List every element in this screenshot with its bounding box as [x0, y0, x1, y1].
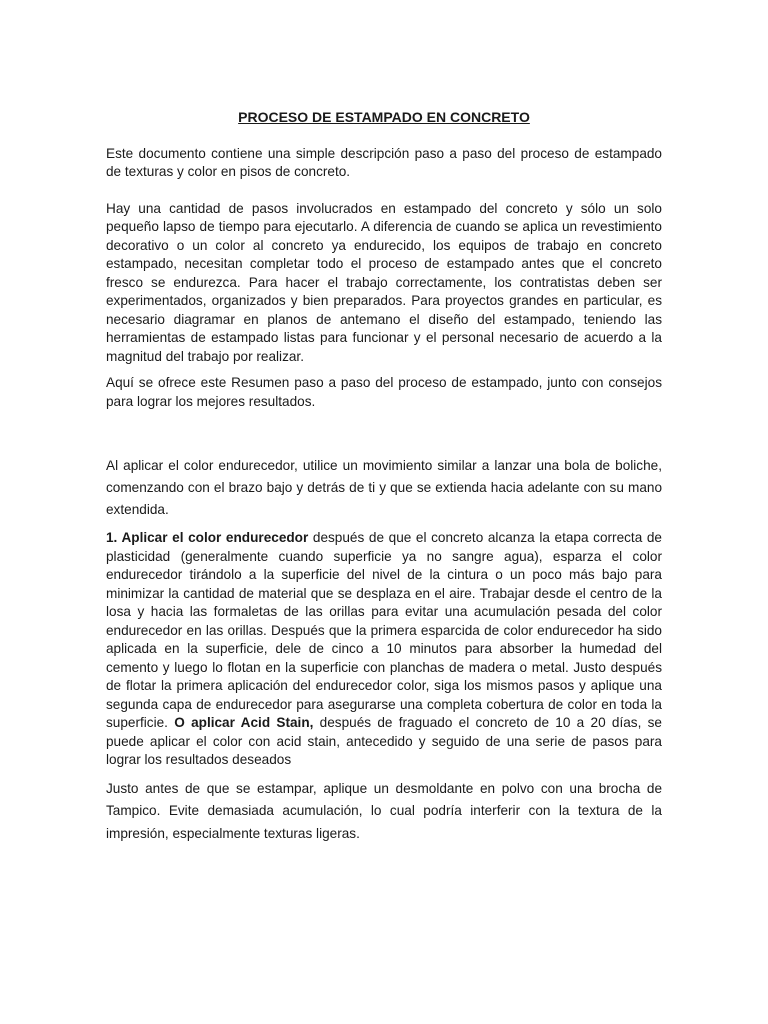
document-title: PROCESO DE ESTAMPADO EN CONCRETO: [238, 109, 530, 125]
paragraph-throwing-tip: Al aplicar el color endurecedor, utilice un movimiento similar a lanzar una bola de boliche, comenzando con el brazo bajo y detrás de ti y que se extienda hacia adelante con su mano extendida.: [106, 458, 662, 517]
paragraph-summary-note: Aquí se ofrece este Resumen paso a paso del proceso de estampado, junto con consejos para lograr los mejores resultados.: [106, 375, 662, 409]
step-1-text: después de que el concreto alcanza la etapa correcta de plasticidad (generalmente cuando superficie ya no sangre agua), esparza el color endurecedor tirándolo a la superficie del nivel de la cintura o un poco más bajo para minimizar la cantidad de material que se desplaza en el aire. Trabajar desde el centro de la losa y hacia las formaletas de las orillas para evitar una acumulación pesada del color endurecedor en las orillas. Después que la primera esparcida de color endurecedor ha sido aplicada en la superficie, dele de cinco a 10 minutos para absorber la humedad del cemento y luego lo flotan en la superficie con planchas de madera o metal. Justo después de flotar la primera aplicación del endurecedor color, siga los mismos pasos y aplique una segunda capa de endurecedor para asegurarse una completa cobertura de color en toda la superficie.: [106, 530, 662, 730]
acid-stain-heading: O aplicar Acid Stain,: [174, 715, 314, 730]
acid-stain-text: después de fraguado el concreto de 10 a 20 días, se puede aplicar el color con acid stain, antecedido y seguido de una serie de pasos para lograr los resultados deseados: [106, 715, 662, 767]
paragraph-steps-overview: Hay una cantidad de pasos involucrados en estampado del concreto y sólo un solo pequeño lapso de tiempo para ejecutarlo. A diferencia de cuando se aplica un revestimiento decorativo o un color al concreto ya endurecido, los equipos de trabajo en concreto estampado, necesitan completar todo el proceso de estampado antes que el concreto fresco se endurezca. Para hacer el trabajo correctamente, los contratistas deben ser experimentados, organizados y bien preparados. Para proyectos grandes en particular, es necesario diagramar en planos de antemano el diseño del estampado, teniendo las herramientas de estampado listas para funcionar y el personal necesario de acuerdo a la magnitud del trabajo por realizar.: [106, 200, 662, 364]
document-page: [106, 108, 662, 845]
step-1-heading: 1. Aplicar el color endurecedor: [106, 530, 309, 545]
intro-paragraph: Este documento contiene una simple descripción paso a paso del proceso de estampado de texturas y color en pisos de concreto.: [106, 145, 662, 179]
paragraph-step-1: [106, 529, 662, 770]
paragraph-release-agent: Justo antes de que se estampar, aplique un desmoldante en polvo con una brocha de Tampico. Evite demasiada acumulación, lo cual podría interferir con la textura de la impresión, especialmente texturas ligeras.: [106, 780, 662, 841]
